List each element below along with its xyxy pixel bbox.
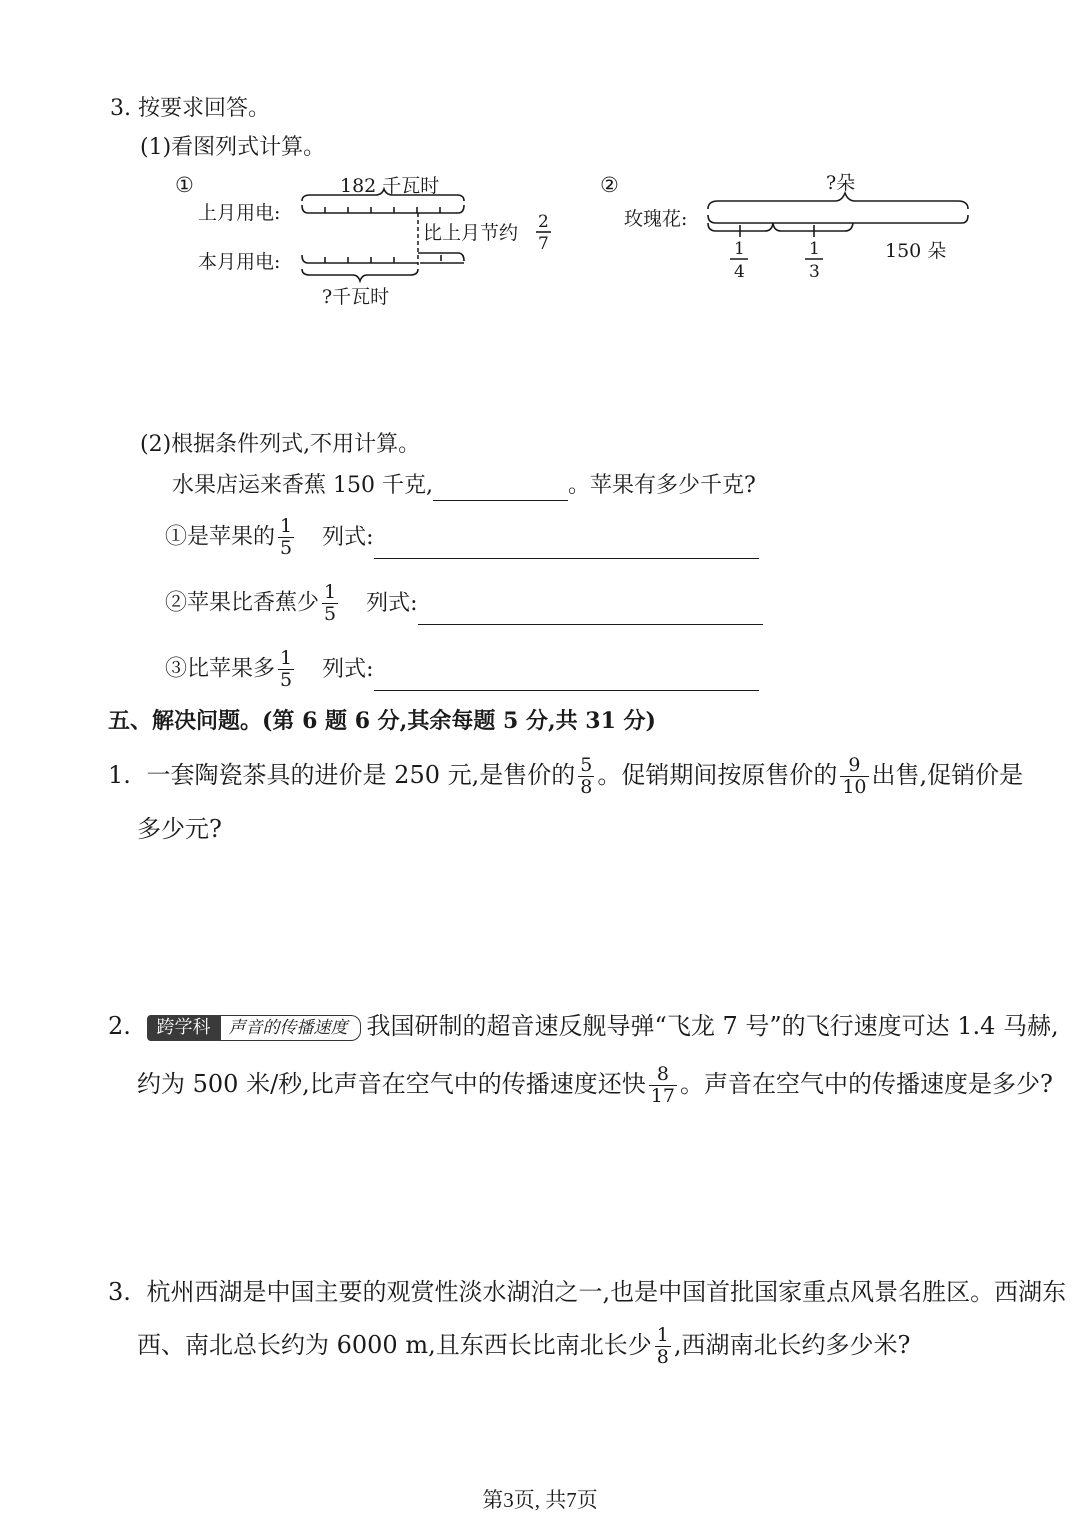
page-number: 第3页, 共7页 (482, 1488, 598, 1512)
roses-label: 玫瑰花: (624, 208, 688, 230)
problem-3-line-1 (108, 1276, 1066, 1308)
item-1-numerator: 1 (280, 515, 293, 537)
quarter-fraction-numerator: 1 (734, 239, 745, 259)
part-2-stem-a: 水果店运来香蕉 150 千克, (172, 473, 433, 498)
item-1-label: 列式: (322, 524, 374, 550)
item-3-denominator: 5 (280, 669, 293, 691)
problem-3-fraction-numerator: 1 (656, 1324, 669, 1346)
problem-2-line-1 (108, 1010, 1059, 1042)
item-2-label: 列式: (366, 590, 418, 616)
problem-2-line-2a: 约为 500 米/秒,比声音在空气中的传播速度还快 (137, 1070, 646, 1098)
item-3 (165, 648, 759, 691)
electricity-bar-diagram (170, 165, 590, 315)
roses-bar-diagram (600, 165, 990, 295)
problem-1-text-c: 出售,促销价是 (871, 761, 1024, 789)
cross-subject-tag-label: 跨学科 (147, 1015, 221, 1041)
roses-bar (708, 215, 968, 237)
problem-2-line-2 (137, 1064, 1053, 1107)
part-2-title: (2)根据条件列式,不用计算。 (140, 432, 421, 457)
problem-1-fraction-1-numerator: 5 (580, 754, 593, 776)
problem-3-fraction (655, 1325, 671, 1368)
problem-3-line-2 (137, 1325, 910, 1368)
problem-3-fraction-denominator: 8 (656, 1346, 669, 1368)
diagram-1-marker: ① (175, 173, 194, 197)
saving-fraction-numerator: 2 (538, 212, 549, 232)
item-2 (165, 582, 763, 625)
condition-blank[interactable] (433, 474, 568, 501)
saving-note: 比上月节约 (423, 222, 519, 244)
this-month-bar (302, 253, 464, 263)
problem-1-fraction-1-denominator: 8 (580, 776, 593, 798)
item-1-denominator: 5 (280, 537, 293, 559)
item-2-numerator: 1 (324, 581, 337, 603)
diagram-2-top-label: ?朵 (826, 172, 856, 194)
quarter-fraction-denominator: 4 (734, 262, 745, 282)
problem-1-text-a: 一套陶瓷茶具的进价是 250 元,是售价的 (146, 761, 576, 789)
last-month-label: 上月用电: (198, 202, 281, 224)
third-fraction-denominator: 3 (809, 262, 820, 282)
saving-fraction-denominator: 7 (538, 234, 549, 254)
last-month-bar (302, 205, 464, 213)
topic-tag-label: 声音的传播速度 (221, 1015, 361, 1041)
item-3-prefix: ③比苹果多 (165, 656, 276, 682)
problem-2-line-2b: 。声音在空气中的传播速度是多少? (679, 1070, 1053, 1098)
problem-3-line-2b: ,西湖南北长约多少米? (673, 1331, 911, 1359)
question-3-title: 3. 按要求回答。 (110, 96, 270, 121)
diagram-1-bottom-label: ?千瓦时 (322, 286, 390, 308)
item-3-numerator: 1 (280, 647, 293, 669)
problem-1-fraction-1 (578, 755, 594, 798)
item-3-answer-line[interactable] (374, 664, 759, 691)
item-1-prefix: ①是苹果的 (165, 524, 276, 550)
item-3-label: 列式: (322, 656, 374, 682)
problem-1-text-b: 。促销期间按原售价的 (597, 761, 838, 789)
item-3-fraction (278, 648, 294, 691)
diagram-1-top-label: 182 千瓦时 (340, 175, 440, 197)
problem-2-fraction (649, 1064, 677, 1107)
problem-1-line-2: 多少元? (137, 815, 222, 843)
part-2-stem-b: 。苹果有多少千克? (567, 473, 756, 498)
this-month-brace (302, 269, 418, 281)
remaining-roses-label: 150 朵 (885, 240, 947, 262)
item-2-prefix: ②苹果比香蕉少 (165, 590, 320, 616)
problem-3-line-2a: 西、南北总长约为 6000 m,且东西长比南北长少 (137, 1331, 652, 1359)
total-roses-brace (708, 193, 968, 209)
item-1-answer-line[interactable] (374, 532, 759, 559)
part-1-title: (1)看图列式计算。 (140, 135, 326, 160)
item-2-fraction (322, 582, 338, 625)
problem-2-fraction-numerator: 8 (656, 1063, 669, 1085)
part-2-stem (172, 471, 756, 501)
problem-3-text-a: 杭州西湖是中国主要的观赏性淡水湖泊之一,也是中国首批国家重点风景名胜区。西湖东 (146, 1278, 1067, 1306)
item-1 (165, 516, 759, 559)
problem-2-text-a: 我国研制的超音速反舰导弹“飞龙 7 号”的飞行速度可达 1.4 马赫, (366, 1012, 1059, 1040)
cross-subject-tag (147, 1014, 361, 1042)
item-2-denominator: 5 (324, 603, 337, 625)
third-fraction-numerator: 1 (809, 239, 820, 259)
section-5-title: 五、解决问题。(第 6 题 6 分,其余每题 5 分,共 31 分) (108, 708, 656, 734)
problem-1-fraction-2-numerator: 9 (848, 754, 861, 776)
problem-1-line-1 (108, 755, 1023, 798)
problem-1-fraction-2-denominator: 10 (842, 776, 867, 798)
problem-2-number: 2. (108, 1012, 131, 1040)
this-month-label: 本月用电: (198, 251, 281, 273)
problem-2-fraction-denominator: 17 (650, 1085, 675, 1107)
problem-1-number: 1. (108, 761, 131, 789)
problem-3-number: 3. (108, 1278, 131, 1306)
problem-1-fraction-2 (840, 755, 868, 798)
diagram-2-marker: ② (600, 173, 619, 197)
item-2-answer-line[interactable] (418, 598, 763, 625)
item-1-fraction (278, 516, 294, 559)
